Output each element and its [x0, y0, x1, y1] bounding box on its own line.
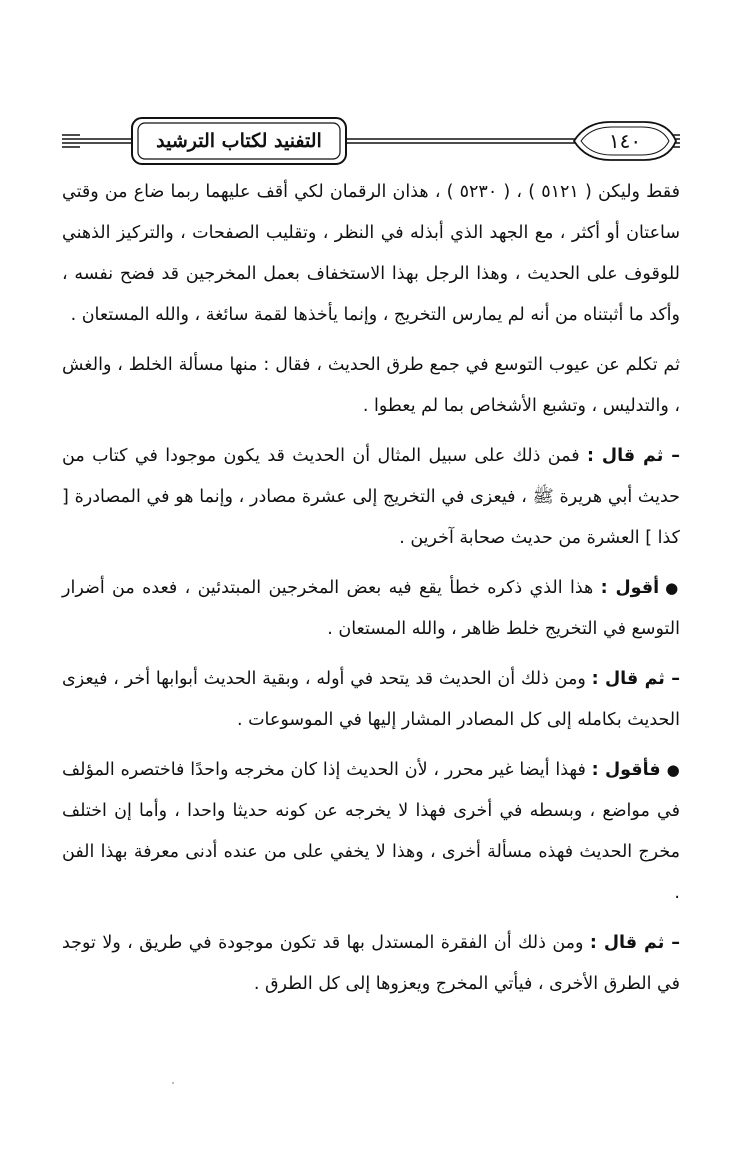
- paragraph-5: [62, 659, 680, 741]
- paragraph-text: ثم تكلم عن عيوب التوسع في جمع طرق الحديث ، فقال : منها مسألة الخلط ، والغش ، والتدليس ، وتشبع الأشخاص بما لم يعطوا .: [62, 355, 680, 416]
- paragraph-lead: أقول :: [600, 578, 660, 598]
- book-title: التفنيد لكتاب الترشيد: [156, 130, 322, 152]
- paragraph-lead: – ثم قال :: [589, 933, 680, 953]
- page-number: ١٤٠: [608, 129, 642, 153]
- paragraph-6: [62, 750, 680, 914]
- print-dot: [172, 1082, 174, 1084]
- paragraph-text: هذا الذي ذكره خطأ يقع فيه بعض المخرجين المبتدئين ، فعده من أضرار التوسع في التخريج خلط ظاهر ، والله المستعان .: [62, 578, 680, 639]
- bullet-icon: ●: [665, 579, 680, 597]
- paragraph-1: [62, 172, 680, 336]
- main-text: [62, 172, 680, 1005]
- paragraph-text: فمن ذلك على سبيل المثال أن الحديث قد يكون موجودا في كتاب من حديث أبي هريرة ﷺ ، فيعزى في التخريج إلى عشرة مصادر ، وإنما هو في المصادرة [ كذا ] العشرة من حديث صحابة آخرين .: [62, 446, 680, 548]
- paragraph-text: فهذا أيضا غير محرر ، لأن الحديث إذا كان مخرجه واحدًا فاختصره المؤلف في مواضع ، وبسطه في أخرى فهذا لا يخرجه عن كونه حديثا واحدا ، وأما إن اختلف مخرج الحديث فهذه مسألة أخرى ، وهذا لا يخفي على من عنده أدنى معرفة بهذا الفن .: [62, 760, 680, 903]
- paragraph-4: [62, 568, 680, 650]
- paragraph-lead: فأقول :: [591, 760, 661, 780]
- paragraph-lead: – ثم قال :: [587, 446, 680, 466]
- paragraph-2: [62, 345, 680, 427]
- paragraph-7: [62, 923, 680, 1005]
- paragraph-lead: – ثم قال :: [591, 669, 680, 689]
- paragraph-text: ومن ذلك أن الفقرة المستدل بها قد تكون موجودة في طريق ، ولا توجد في الطرق الأخرى ، فيأتي المخرج ويعزوها إلى كل الطرق .: [62, 933, 680, 994]
- paragraph-text: فقط وليكن ( ٥١٢١ ) ، ( ٥٢٣٠ ) ، هذان الرقمان لكي أقف عليهما ربما ضاع من وقتي ساعتان أو أكثر ، مع الجهد الذي أبذله في النظر ، وتقليب الصفحات ، والتركيز الذهني للوقوف على الحديث ، وهذا الرجل بهذا الاستخفاف بعمل المخرجين قد فضح نفسه ، وأكد ما أثبتناه من أنه لم يمارس التخريج ، وإنما يأخذها لقمة سائغة ، والله المستعان .: [62, 182, 680, 325]
- page-header: [62, 112, 680, 172]
- paragraph-text: ومن ذلك أن الحديث قد يتحد في أوله ، وبقية الحديث أبوابها أخر ، فيعزى الحديث بكامله إلى كل المصادر المشار إليها في الموسوعات .: [62, 669, 680, 730]
- paragraph-3: [62, 436, 680, 559]
- bullet-icon: ●: [666, 761, 680, 779]
